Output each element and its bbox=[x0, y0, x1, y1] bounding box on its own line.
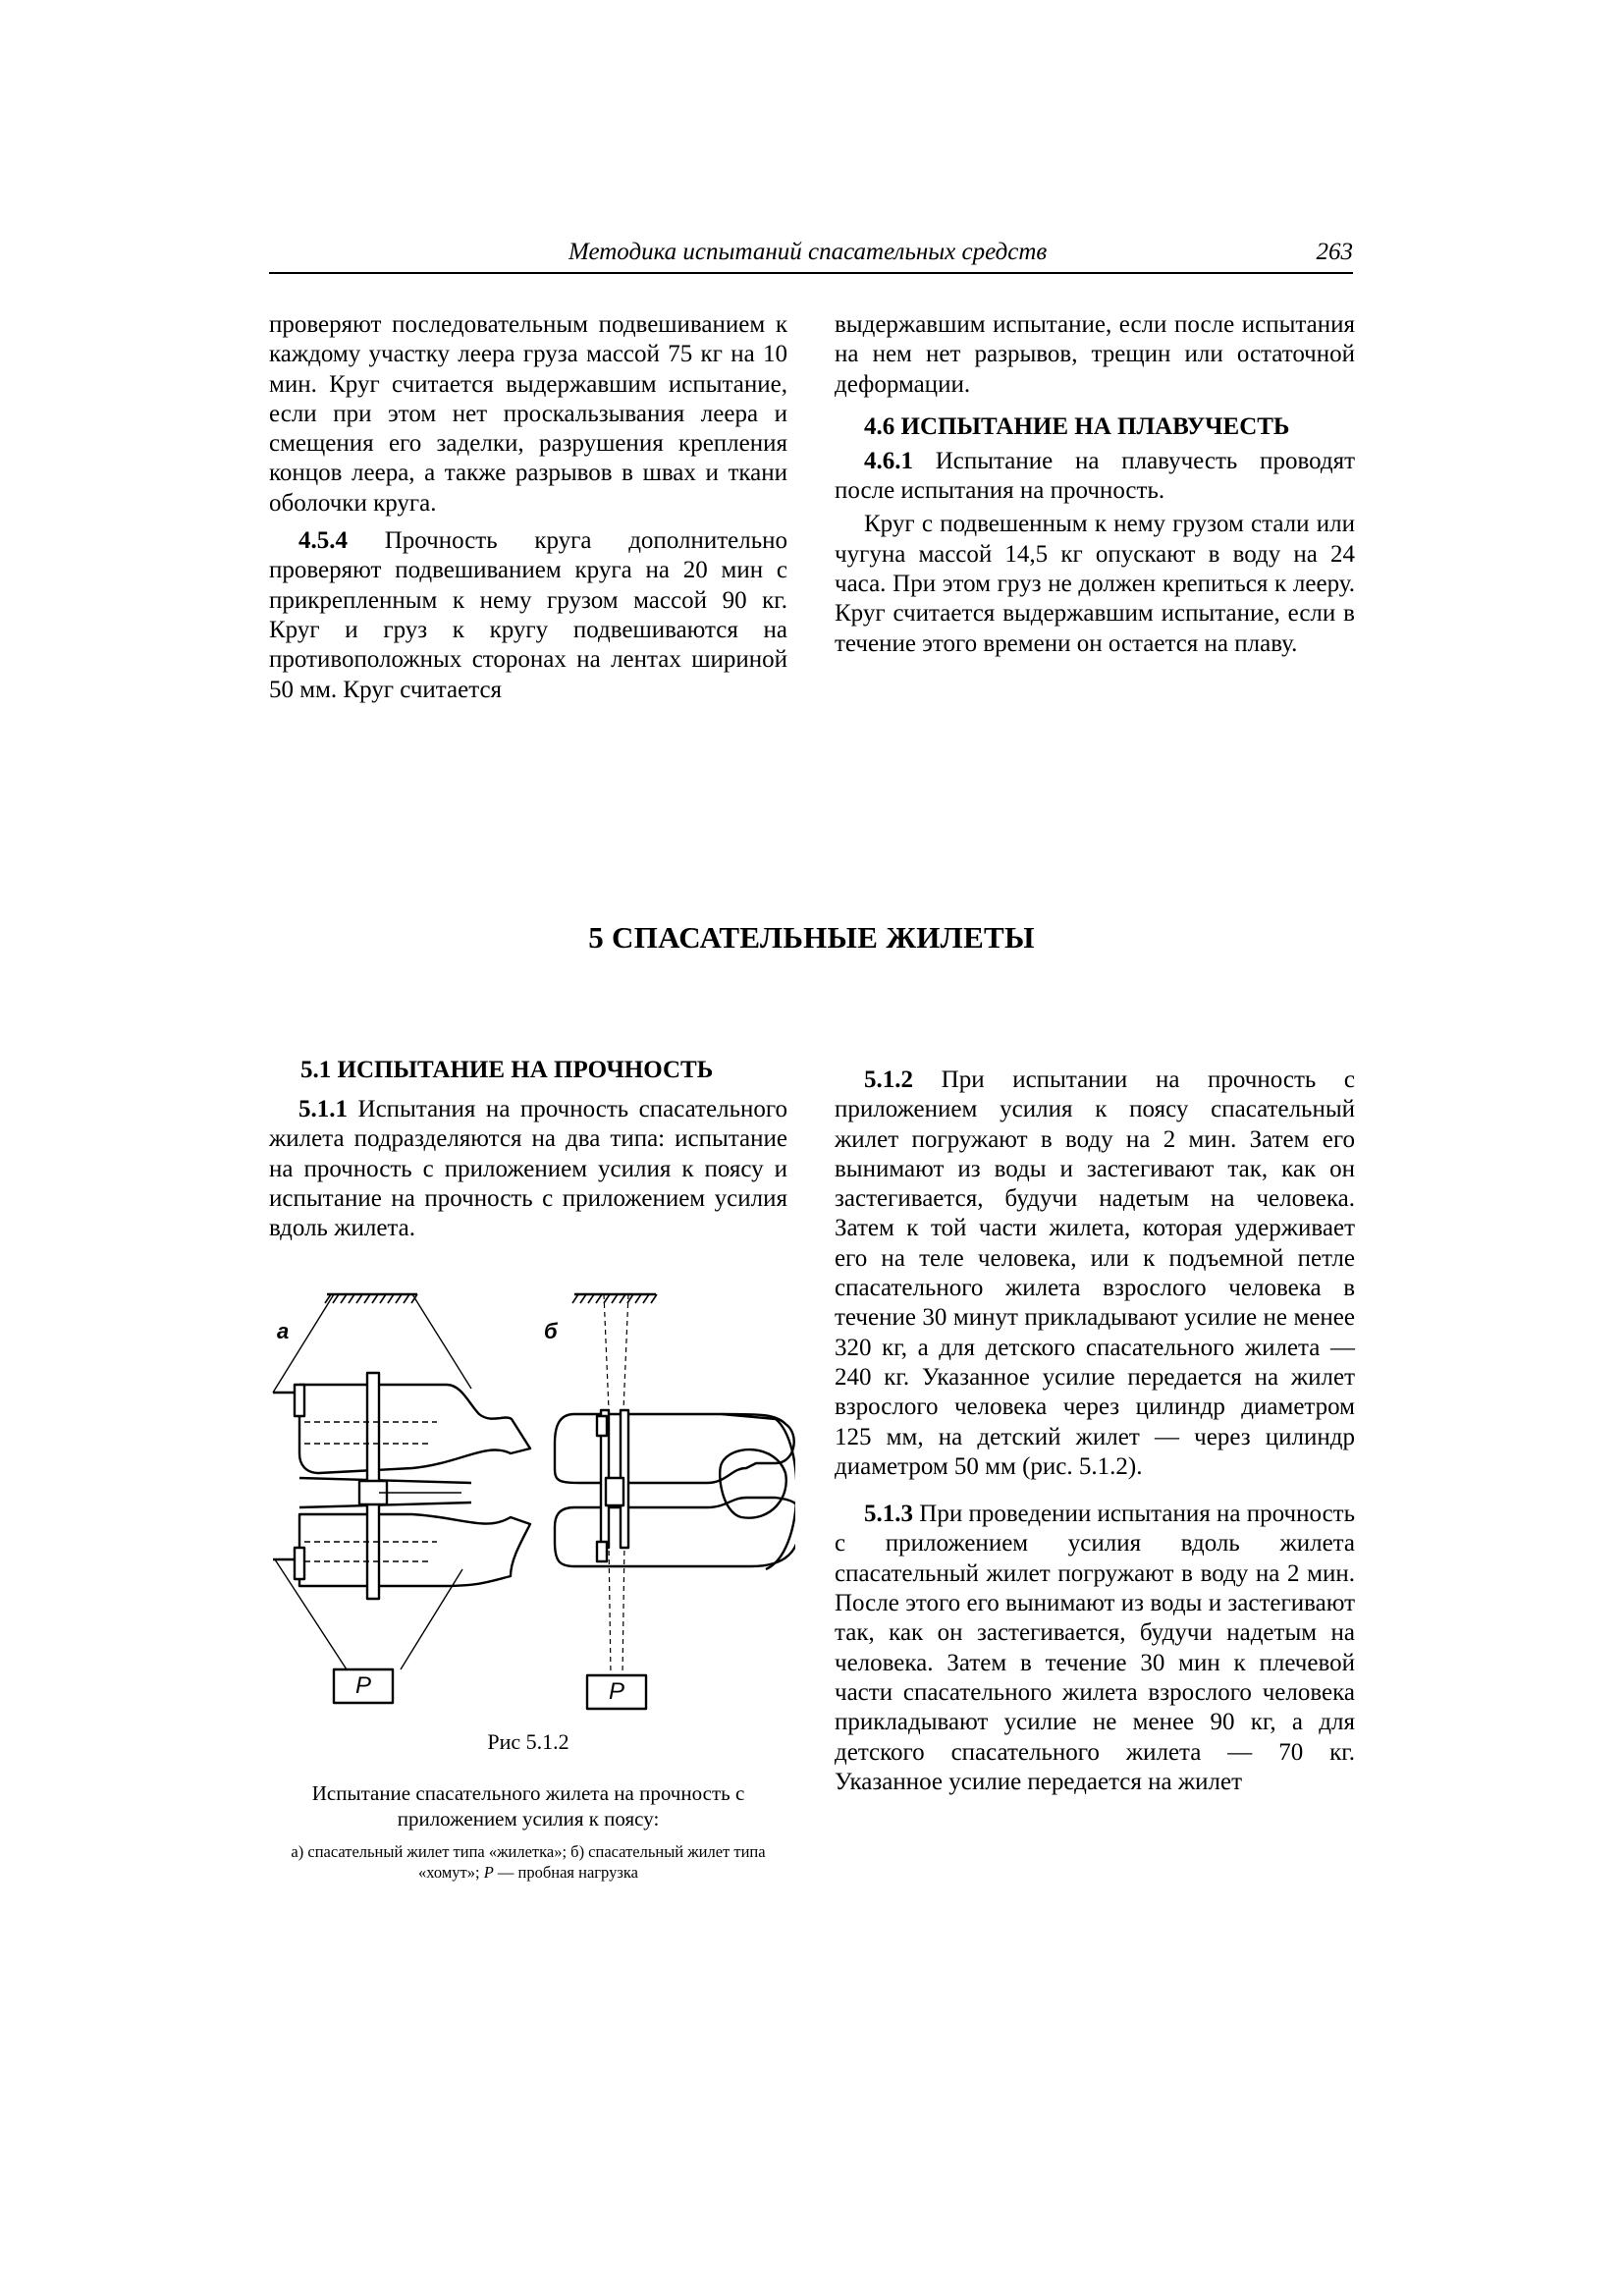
figure-label-a: а bbox=[277, 1319, 290, 1343]
page-number: 263 bbox=[1316, 239, 1353, 265]
running-head bbox=[269, 239, 1353, 274]
clause-number: 5.1.1 bbox=[298, 1096, 348, 1122]
clause-number: 4.6.1 bbox=[864, 447, 913, 474]
clause-number: 5.1.3 bbox=[864, 1501, 913, 1528]
paragraph-4-5-4 bbox=[269, 526, 787, 705]
top-right-column bbox=[835, 310, 1355, 659]
vest-type-zhiletka bbox=[273, 1373, 530, 1599]
clause-number: 5.1.2 bbox=[864, 1066, 913, 1093]
paragraph-5-1-2 bbox=[835, 1066, 1355, 1482]
clause-text: При проведении испытания на прочность с приложением усилия вдоль жилета спасательный жилет погружают в воду на 2 мин. После этого его вынимают из воды и застегивают так, как он застегивается, будучи надетым на человека. Затем в течение 30 мин к плечевой части спасательного жилета взрослого человека прикладывают усилие не менее 90 кг, а для детского спасательного жилета — 70 кг. Указанное усилие передается на жилет bbox=[835, 1501, 1355, 1795]
section-heading-5-1: 5.1 ИСПЫТАНИЕ НА ПРОЧНОСТЬ bbox=[300, 1057, 714, 1083]
figure-caption bbox=[269, 1729, 787, 1883]
figure-label-b: б bbox=[544, 1319, 558, 1343]
figure-vest-diagram bbox=[265, 1285, 795, 1717]
load-symbol-a: P bbox=[355, 1672, 372, 1699]
figure-number: Рис 5.1.2 bbox=[487, 1729, 569, 1754]
chapter-title: 5 СПАСАТЕЛЬНЫЕ ЖИЛЕТЫ bbox=[588, 920, 1035, 955]
bottom-right-column bbox=[835, 1066, 1355, 1797]
paragraph-buoyancy: Круг с подвешенным к нему грузом стали или чугуна массой 14,5 кг опускают в воду на 24 часа. При этом груз не должен крепиться к лееру. Круг считается выдержавшим испытание, если в течение этого времени он остается на плаву. bbox=[835, 511, 1355, 657]
hatched-support-a bbox=[325, 1294, 417, 1303]
clause-text: Прочность круга дополнительно проверяют подвешиванием круга на 20 мин с прикрепленным к нему грузом массой 90 кг. Круг и груз к кругу подвешиваются на противоположных сторонах на лентах шириной 50 мм. Круг считается bbox=[269, 527, 787, 703]
paragraph-5-1-3 bbox=[835, 1500, 1355, 1797]
load-symbol-b: P bbox=[609, 1678, 625, 1705]
clause-text: Испытание на плавучесть проводят после испытания на прочность. bbox=[835, 447, 1355, 505]
paragraph-5-1-1 bbox=[269, 1095, 787, 1243]
bottom-left-column bbox=[269, 1056, 787, 1243]
paragraph-continuation: проверяют последовательным подвешиванием к каждому участку леера груза массой 75 кг на 10 мин. Круг считается выдержавшим испытание, если при этом нет проскальзывания леера и смещения его заделки, разрушения крепления концов леера, а также разрывов в швах и ткани оболочки круга. bbox=[269, 311, 787, 517]
figure-note bbox=[269, 1841, 787, 1883]
clause-number: 4.5.4 bbox=[298, 527, 348, 555]
figure-note-tail: — пробная нагрузка bbox=[497, 1863, 638, 1882]
paragraph-4-6-1 bbox=[835, 447, 1355, 507]
clause-text: При испытании на прочность с приложением усилия к поясу спасательный жилет погружают в воду на 2 мин. Затем его вынимают из воды и застегивают так, как он застегивается, будучи надетым на человека. Затем к той части жилета, которая удерживает его на теле человека, или к подъемной петле спасательного жилета взрослого человека в течение 30 минут прикладывают усилие не менее 320 кг, а для детского спасательного жилета — 240 кг. Указанное усилие передается на жилет взрослого человека через цилиндр диаметром 125 мм, на детский жилет — через цилиндр диаметром 50 мм (рис. 5.1.2). bbox=[835, 1066, 1356, 1480]
hatched-support-b bbox=[572, 1294, 657, 1303]
vest-type-khomut bbox=[555, 1410, 795, 1569]
section-heading-4-6: 4.6 ИСПЫТАНИЕ НА ПЛАВУЧЕСТЬ bbox=[864, 412, 1290, 440]
figure-title: Испытание спасательного жилета на прочность с приложением усилия к поясу: bbox=[311, 1781, 745, 1831]
clause-text: Испытания на прочность спасательного жилета подразделяются на два типа: испытание на прочность с приложением усилия к поясу и испытание на прочность с приложением усилия вдоль жилета. bbox=[269, 1096, 787, 1242]
top-left-column bbox=[269, 310, 787, 705]
figure-note-text: а) спасательный жилет типа «жилетка»; б) спасательный жилет типа «хомут»; bbox=[291, 1842, 766, 1882]
figure-note-symbol: P bbox=[483, 1863, 494, 1882]
running-title: Методика испытаний спасательных средств bbox=[568, 239, 1048, 265]
paragraph-continuation: выдержавшим испытание, если после испытания на нем нет разрывов, трещин или остаточной деформации. bbox=[835, 311, 1355, 398]
